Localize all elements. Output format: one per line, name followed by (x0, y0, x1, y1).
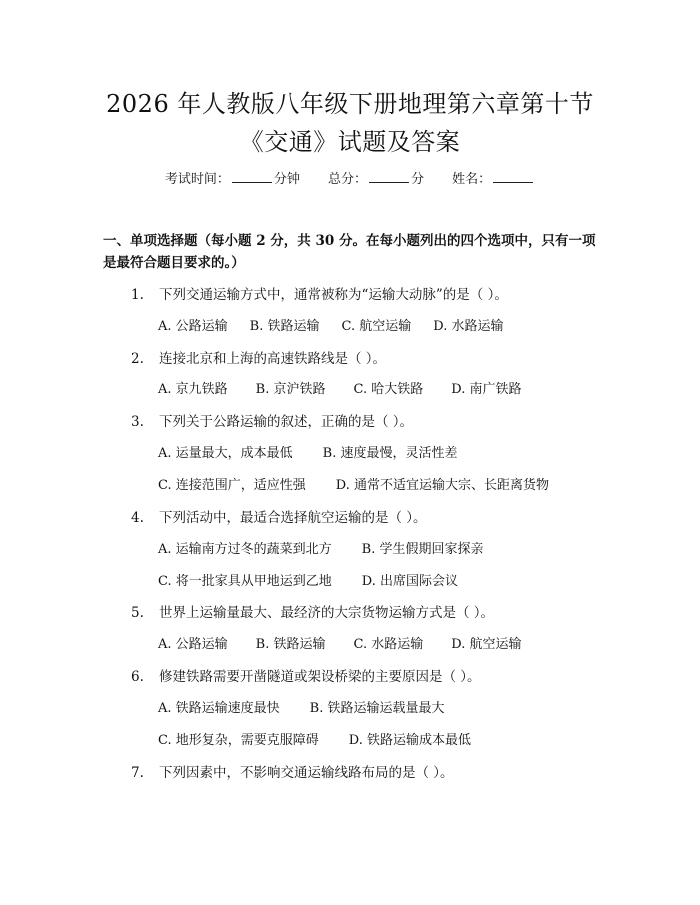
question-5 (131, 601, 601, 621)
option-a: A. 铁路运输速度最快 (158, 701, 280, 716)
question-6-options-row1 (158, 697, 466, 716)
total-score (328, 168, 424, 187)
option-c: C. 将一批家具从甲地运到乙地 (158, 574, 332, 589)
option-b: B. 铁路运输运载量最大 (309, 701, 445, 716)
exam-time (165, 168, 300, 187)
option-b: B. 京沪铁路 (255, 382, 326, 397)
question-number: 1. (131, 287, 144, 303)
question-text: 下列因素中，不影响交通运输线路布局的是（ ）。 (159, 765, 454, 781)
question-3-options-row1 (158, 442, 479, 461)
student-name-blank (493, 170, 533, 183)
question-3-options-row2 (158, 474, 571, 493)
question-number: 6. (131, 669, 144, 685)
section-heading-line1: 一、单项选择题（每小题 2 分，共 30 分。在每小题列出的四个选项中，只有一项 (103, 233, 596, 249)
question-text: 连接北京和上海的高速铁路线是（ ）。 (159, 351, 387, 367)
question-6 (131, 665, 601, 685)
total-score-label: 总分： (327, 172, 367, 187)
option-a: A. 公路运输 (158, 319, 228, 334)
question-7 (131, 761, 601, 781)
question-number: 7. (131, 765, 144, 781)
question-4 (131, 506, 601, 526)
question-5-options (158, 633, 543, 652)
document-subtitle: 《交通》试题及答案 (239, 128, 461, 156)
option-d: D. 出席国际会议 (361, 574, 458, 589)
question-text: 修建铁路需要开凿隧道或架设桥梁的主要原因是（ ）。 (159, 669, 481, 685)
document-title: 2026 年人教版八年级下册地理第六章第十节 (106, 90, 594, 118)
option-b: B. 学生假期回家探亲 (361, 542, 484, 557)
option-d: D. 水路运输 (433, 319, 504, 334)
option-c: C. 水路运输 (353, 637, 424, 652)
exam-time-unit: 分钟 (273, 172, 300, 187)
option-a: A. 运量最大，成本最低 (158, 446, 293, 461)
question-text: 世界上运输量最大、最经济的大宗货物运输方式是（ ）。 (159, 605, 495, 621)
question-number: 4. (131, 510, 144, 526)
question-number: 5. (131, 605, 144, 621)
question-2 (131, 347, 601, 367)
question-1 (131, 283, 601, 303)
student-name (452, 168, 535, 187)
option-b: B. 铁路运输 (255, 637, 326, 652)
total-score-unit: 分 (411, 172, 425, 187)
question-4-options-row2 (158, 570, 480, 589)
option-a: A. 京九铁路 (158, 382, 228, 397)
option-b: B. 速度最慢，灵活性差 (322, 446, 458, 461)
question-number: 3. (131, 414, 144, 430)
question-3 (131, 410, 601, 430)
option-d: D. 通常不适宜运输大宗、长距离货物 (335, 478, 549, 493)
question-text: 下列交通运输方式中，通常被称为“运输大动脉”的是（ ）。 (159, 287, 508, 303)
exam-time-blank (232, 170, 272, 183)
option-d: D. 南广铁路 (451, 382, 522, 397)
option-d: D. 铁路运输成本最低 (348, 733, 471, 748)
option-a: A. 运输南方过冬的蔬菜到北方 (158, 542, 332, 557)
question-text: 下列活动中，最适合选择航空运输的是（ ）。 (159, 510, 427, 526)
exam-time-label: 考试时间： (164, 172, 230, 187)
total-score-blank (369, 170, 409, 183)
question-text: 下列关于公路运输的叙述，正确的是（ ）。 (159, 414, 414, 430)
option-c: C. 哈大铁路 (353, 382, 424, 397)
question-2-options (158, 378, 543, 397)
question-6-options-row2 (158, 729, 493, 748)
option-c: C. 地形复杂，需要克服障碍 (158, 733, 319, 748)
option-b: B. 铁路运输 (249, 319, 320, 334)
option-a: A. 公路运输 (158, 637, 228, 652)
exam-info (0, 168, 700, 187)
section-heading-line2: 是最符合题目要求的。） (103, 255, 245, 271)
question-1-options (158, 315, 525, 334)
option-d: D. 航空运输 (451, 637, 522, 652)
question-4-options-row1 (158, 538, 505, 557)
option-c: C. 连接范围广，适应性强 (158, 478, 306, 493)
question-number: 2. (131, 351, 144, 367)
option-c: C. 航空运输 (341, 319, 412, 334)
student-name-label: 姓名： (452, 172, 492, 187)
